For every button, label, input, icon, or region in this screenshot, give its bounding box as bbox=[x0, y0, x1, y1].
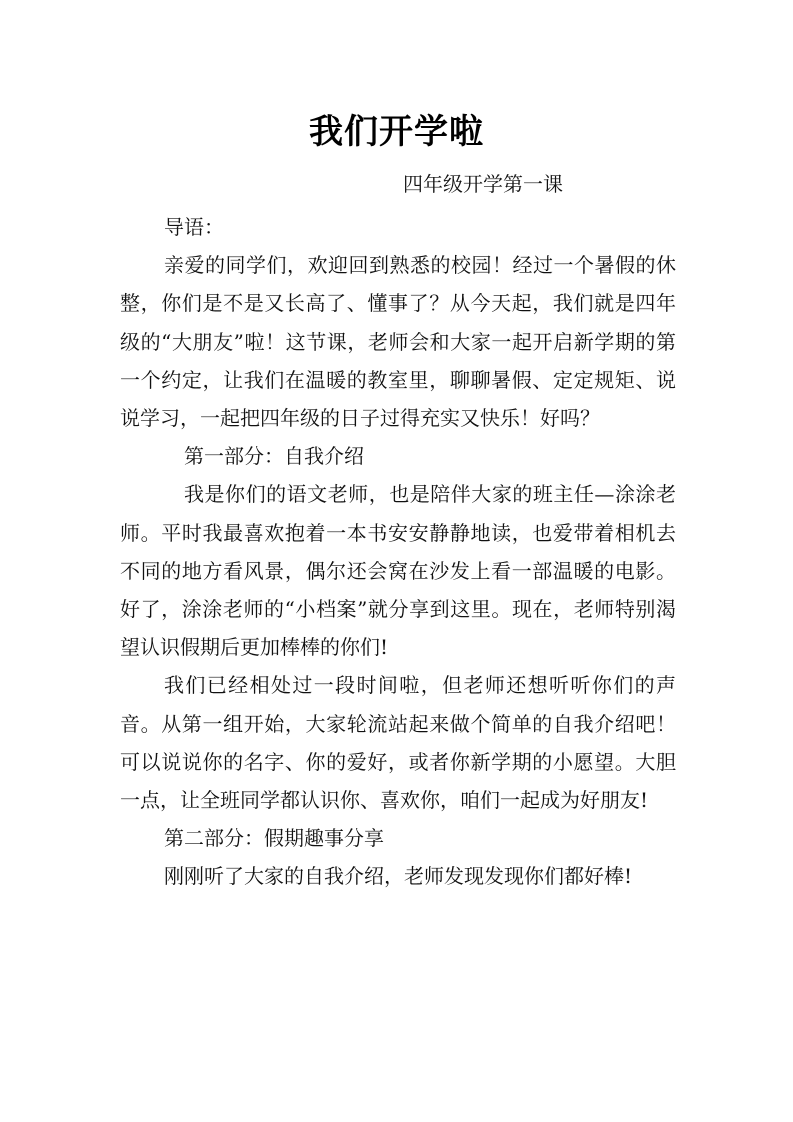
section-heading-self-introduction: 第一部分：自我介绍 bbox=[184, 444, 364, 469]
document-title: 我们开学啦 bbox=[309, 112, 484, 152]
document-subtitle: 四年级开学第一课 bbox=[403, 172, 563, 196]
intro-paragraph: 亲爱的同学们，欢迎回到熟悉的校园！经过一个暑假的休整，你们是不是又长高了、懂事了？从今天起，我们就是四年级的“大朋友”啦！这节课，老师会和大家一起开启新学期的第一个约定，让我们在温暖的教室里，聊聊暑假、定定规矩、说说学习，一起把四年级的日子过得充实又快乐！好吗？ bbox=[120, 253, 676, 431]
teacher-introduction-paragraph: 我是你们的语文老师，也是陪伴大家的班主任—涂涂老师。平时我最喜欢抱着一本书安安静静地读，也爱带着相机去不同的地方看风景，偶尔还会窝在沙发上看一部温暖的电影。好了，涂涂老师的“小档案”就分享到这里。现在，老师特别渴望认识假期后更加棒棒的你们! bbox=[120, 482, 676, 660]
holiday-sharing-paragraph: 刚刚听了大家的自我介绍，老师发现发现你们都好棒! bbox=[164, 864, 633, 889]
document-body bbox=[120, 208, 676, 896]
intro-label: 导语： bbox=[164, 215, 224, 239]
section-heading-holiday-sharing: 第二部分：假期趣事分享 bbox=[164, 826, 384, 851]
student-introduction-paragraph: 我们已经相处过一段时间啦，但老师还想听听你们的声音。从第一组开始，大家轮流站起来做个简单的自我介绍吧！可以说说你的名字、你的爱好，或者你新学期的小愿望。大胆一点，让全班同学都认识你、喜欢你，咱们一起成为好朋友! bbox=[120, 673, 676, 813]
